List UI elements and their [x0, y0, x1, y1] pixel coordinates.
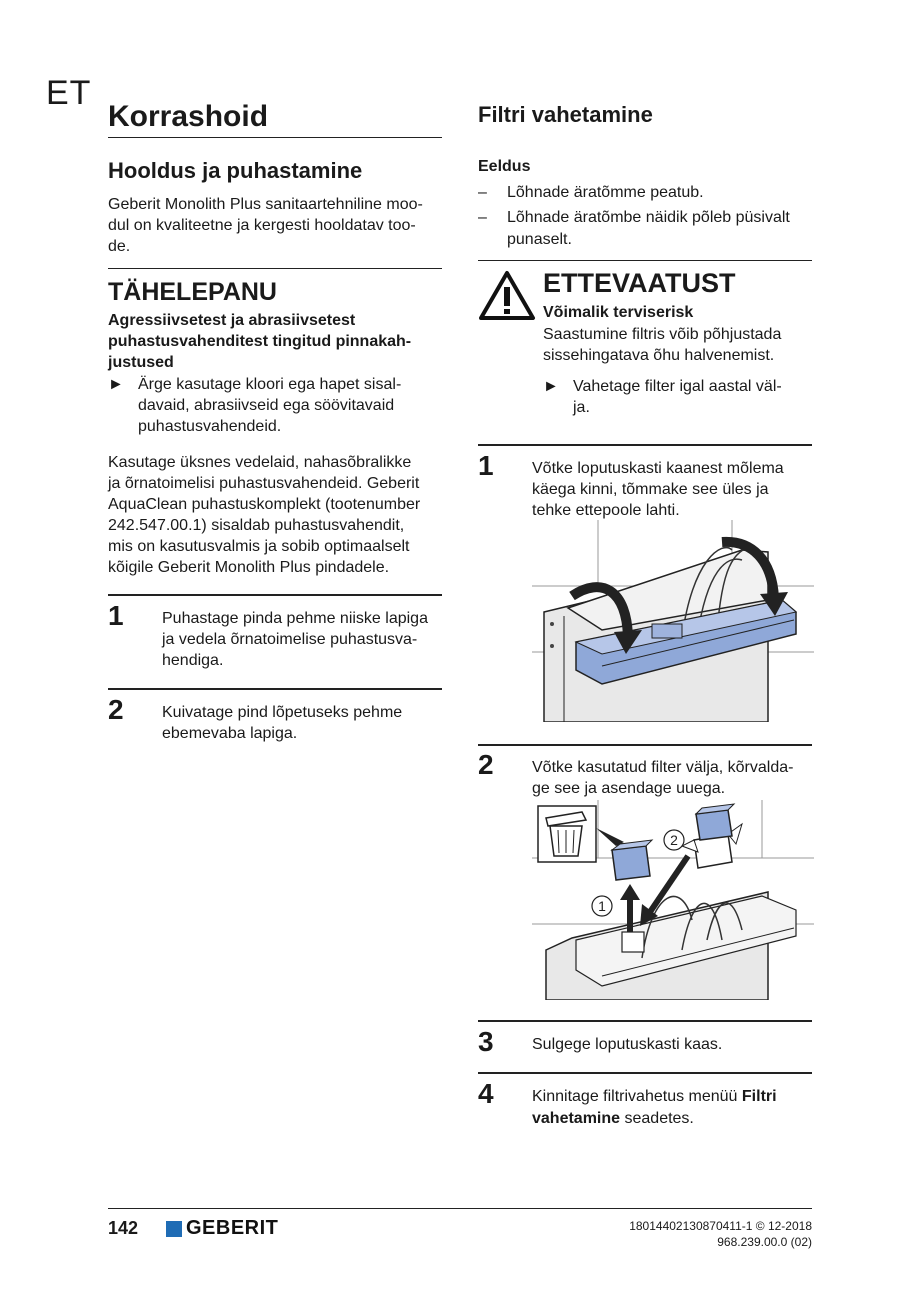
step-number: 2	[478, 749, 494, 780]
prerequisite-item: – Lõhnade äratõmbe näidik põleb püsivalt punaselt.	[478, 209, 790, 248]
step-text: Sulgege loputuskasti kaas.	[532, 1036, 723, 1053]
logo-square-icon	[166, 1221, 182, 1237]
geberit-logo: GEBERIT	[166, 1217, 278, 1240]
step-text: Võtke kasutatud filter välja, kõrvalda- ge see ja asendage uuega.	[532, 759, 794, 797]
caution-subheading: Võimalik terviserisk	[543, 304, 694, 321]
caution-text: Saastumine filtris võib põhjustada sissehingatava õhu halvenemist.	[543, 326, 782, 364]
divider	[478, 1072, 812, 1074]
step-number: 1	[478, 450, 494, 481]
step-number: 1	[108, 600, 124, 631]
notice-subheading: Agressiivsetest ja abrasiivsetest puhastusvahenditest tingitud pinnakah- justused	[108, 312, 412, 371]
section-title: Filtri vahetamine	[478, 102, 653, 127]
divider	[478, 260, 812, 261]
notice-bullet: ► Ärge kasutage kloori ega hapet sisal- davaid, abrasiivseid ega söövitavaid puhastusvahendeid.	[108, 376, 402, 435]
prerequisite-label: Eeldus	[478, 158, 531, 175]
caution-bullet: ► Vahetage filter igal aastal väl- ja.	[543, 378, 782, 416]
cleaning-paragraph: Kasutage üksnes vedelaid, nahasõbralikke ja õrnatoimelisi puhastusvahendeid. Geberit AquaClean puhastuskomplekt (tootenumber 242.547.00.1) sisaldab puhastusvahendit, mis on kasutusvalmis ja sobib optimaalselt kõigile Geberit Monolith Plus pindadele.	[108, 454, 421, 576]
notice-heading: TÄHELEPANU	[108, 278, 277, 306]
divider	[108, 688, 442, 690]
step-number: 2	[108, 694, 124, 725]
divider	[478, 444, 812, 446]
divider	[108, 137, 442, 138]
callout-2: 2	[670, 832, 678, 848]
intro-text: Geberit Monolith Plus sanitaartehniline moo- dul on kvaliteetne ja kergesti hooldatav too- de.	[108, 196, 423, 255]
divider	[108, 594, 442, 596]
triangle-bullet-icon: ►	[543, 378, 559, 395]
step-text: Puhastage pinda pehme niiske lapiga ja vedela õrnatoimelise puhastusva- hendiga.	[162, 610, 428, 669]
step-number: 4	[478, 1078, 494, 1109]
callout-1: 1	[598, 898, 606, 914]
replace-filter-illustration	[532, 800, 814, 1000]
caution-heading: ETTEVAATUST	[543, 268, 736, 298]
divider	[478, 744, 812, 746]
document-reference: 18014402130870411-1 © 12-2018 968.239.00.0 (02)	[629, 1219, 812, 1249]
step-text: Kuivatage pind lõpetuseks pehme ebemevaba lapiga.	[162, 704, 403, 742]
language-code: ET	[46, 74, 92, 112]
divider	[478, 1020, 812, 1022]
section-title: Korrashoid	[108, 100, 269, 133]
step-text: Kinnitage filtrivahetus menüü Filtri vahetamine seadetes.	[532, 1088, 777, 1127]
step-number: 3	[478, 1026, 494, 1057]
triangle-bullet-icon: ►	[108, 376, 124, 393]
divider	[108, 268, 442, 269]
warning-icon	[478, 270, 536, 322]
prerequisite-item: – Lõhnade äratõmme peatub.	[478, 184, 704, 201]
subsection-title: Hooldus ja puhastamine	[108, 158, 363, 183]
open-cistern-lid-illustration	[532, 520, 814, 722]
step-text: Võtke loputuskasti kaanest mõlema käega kinni, tõmmake see üles ja tehke ettepoole lahti.	[532, 460, 784, 519]
page-number: 142	[108, 1218, 139, 1238]
trash-bin-icon	[538, 806, 596, 862]
footer-divider	[108, 1208, 812, 1209]
